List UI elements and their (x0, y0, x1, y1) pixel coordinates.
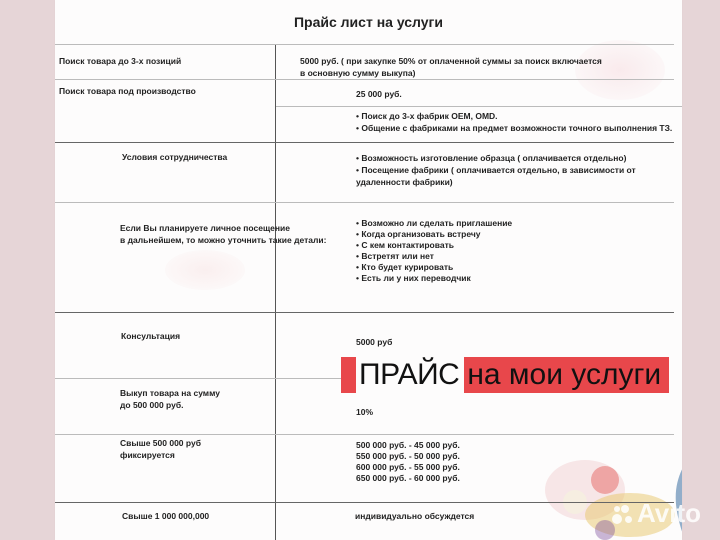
service-details (356, 110, 672, 134)
detail-line: • Общение с фабриками на предмет возможности точного выполнения ТЗ. (356, 123, 673, 133)
service-name: Консультация (121, 331, 181, 341)
detail-line: • С кем контактировать (356, 240, 454, 250)
detail-line: • Возможность изготовление образца ( оплачивается отдельно) (356, 153, 627, 163)
avito-watermark (612, 498, 701, 529)
detail-line: • Кто будет курировать (356, 262, 454, 272)
service-line: фиксируется (120, 450, 175, 460)
banner-subtitle: на мои услуги (464, 357, 669, 393)
service-name: Свыше 1 000 000,000 (122, 511, 210, 521)
detail-line: 5000 руб. ( при закупке 50% от оплаченной суммы за поиск включается (300, 56, 602, 66)
service-price: индивидуально обсуждется (355, 511, 475, 521)
table-row (55, 202, 674, 203)
detail-line: • Посещение фабрики ( оплачивается отдельно, в зависимости от удаленности фабрики) (356, 165, 636, 187)
detail-line: • Поиск до 3-х фабрик OEM, OMD. (356, 111, 498, 121)
detail-line: • Есть ли у них переводчик (356, 273, 471, 283)
service-name: Поиск товара до 3-х позиций (59, 56, 182, 66)
service-name (120, 437, 201, 461)
service-price: 25 000 руб. (356, 89, 402, 99)
avito-logo-icon (612, 503, 634, 525)
avito-text: Avito (637, 498, 702, 528)
service-name (120, 222, 326, 246)
table-row (55, 142, 674, 143)
banner-word-price: ПРАЙС (359, 358, 460, 391)
table-row (55, 434, 674, 435)
service-line: Свыше 500 000 руб (120, 438, 201, 448)
detail-line: 550 000 руб. - 50 000 руб. (356, 451, 460, 461)
service-price (300, 55, 602, 79)
service-details (356, 218, 512, 284)
column-divider (275, 44, 276, 540)
price-list-page (55, 0, 682, 540)
detail-line: 600 000 руб. - 55 000 руб. (356, 462, 460, 472)
service-line: в дальнейшем, то можно уточнить такие детали: (120, 235, 327, 245)
accent-bar (341, 357, 356, 393)
service-line: до 500 000 руб. (120, 400, 184, 410)
service-details (356, 152, 682, 188)
detail-line: 500 000 руб. - 45 000 руб. (356, 440, 460, 450)
service-name (120, 387, 220, 411)
floral-decoration (165, 250, 245, 290)
detail-line: • Когда организовать встречу (356, 229, 481, 239)
table-row (55, 312, 674, 313)
service-price: 10% (356, 407, 374, 417)
detail-line: • Возможно ли сделать приглашение (356, 218, 513, 228)
detail-line: • Встретят или нет (356, 251, 434, 261)
service-price: 5000 руб (356, 337, 393, 347)
price-banner (341, 357, 669, 393)
service-line: Если Вы планируете личное посещение (120, 223, 290, 233)
page-title: Прайс лист на услуги (293, 14, 443, 30)
table-row (55, 502, 674, 503)
service-details (356, 440, 460, 484)
service-name: Условия сотрудничества (122, 152, 228, 162)
table-row (55, 378, 345, 379)
detail-line: 650 000 руб. - 60 000 руб. (356, 473, 460, 483)
table-subrow-divider (276, 106, 682, 107)
table-row (55, 44, 674, 80)
service-line: Выкуп товара на сумму (120, 388, 220, 398)
detail-line: в основную сумму выкупа) (300, 68, 416, 78)
service-name: Поиск товара под производство (59, 86, 196, 96)
